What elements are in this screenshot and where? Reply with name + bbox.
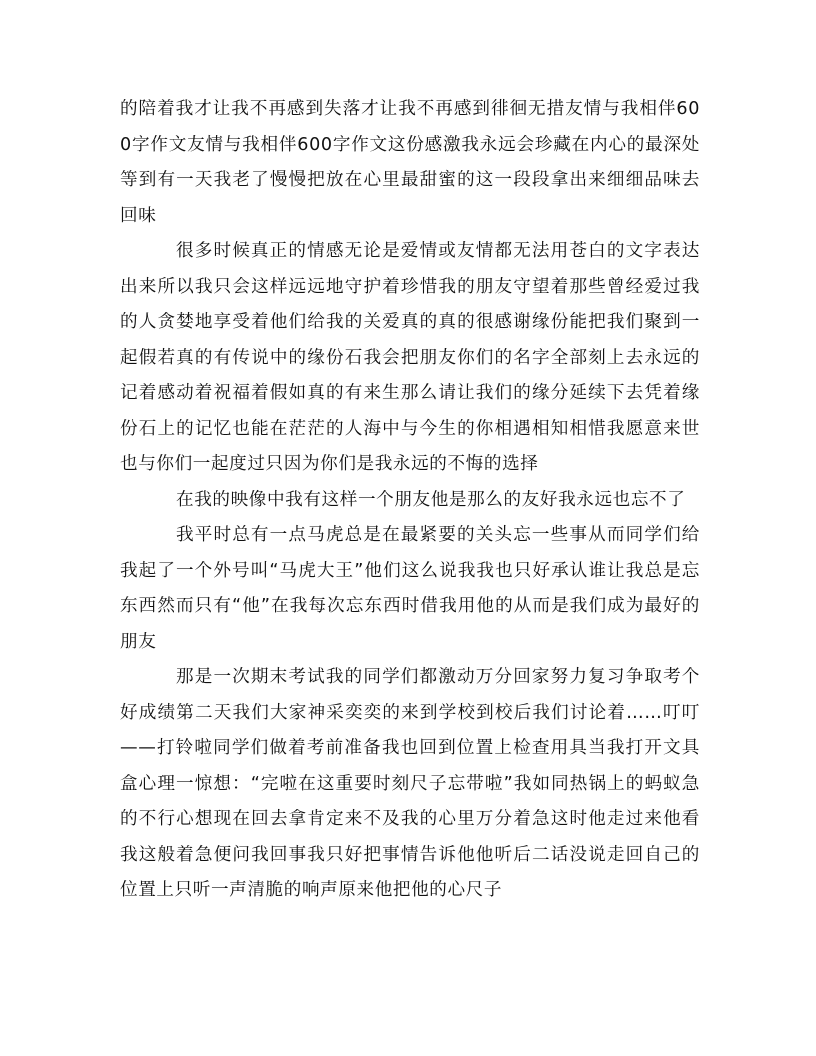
paragraph-feelings: 很多时候真正的情感无论是爱情或友情都无法用苍白的文字表达出来所以我只会这样远远地守护着珍惜我的朋友守望着那些曾经爱过我的人贪婪地享受着他们给我的关爱真的真的很感谢缘份能把我们聚到一起假若真的有传说中的缘份石我会把朋友你们的名字全部刻上去永远的记着感动着祝福着假如真的有来生那么请让我们的缘分延续下去凭着缘份石上的记忆也能在茫茫的人海中与今生的你相遇相知相惜我愿意来世也与你们一起度过只因为你们是我永远的不悔的选择 xyxy=(120,241,700,474)
paragraph-exam-story: 那是一次期末考试我的同学们都激动万分回家努力复习争取考个好成绩第二天我们大家神采奕奕的来到学校到校后我们讨论着……叮叮——打铃啦同学们做着考前准备我也回到位置上检查用具当我打开文具盒心理一惊想：“完啦在这重要时刻尺子忘带啦”我如同热锅上的蚂蚁急的不行心想现在回去拿肯定来不及我的心里万分着急这时他走过来他看我这般着急便问我回事我只好把事情告诉他他听后二话没说走回自己的位置上只听一声清脆的响声原来他把他的心尺子 xyxy=(120,667,700,900)
paragraph-friend-intro: 在我的映像中我有这样一个朋友他是那么的友好我永远也忘不了 xyxy=(176,489,686,510)
paragraph-careless-nickname: 我平时总有一点马虎总是在最紧要的关头忘一些事从而同学们给我起了一个外号叫“马虎大王”他们这么说我我也只好承认谁让我总是忘东西然而只有“他”在我每次忘东西时借我用他的从而是我们成为最好的朋友 xyxy=(120,525,700,652)
document-body xyxy=(120,92,700,909)
paragraph-continuation: 的陪着我才让我不再感到失落才让我不再感到徘徊无措友情与我相伴600字作文友情与我相伴600字作文这份感激我永远会珍藏在内心的最深处等到有一天我老了慢慢把放在心里最甜蜜的这一段段拿出来细细品味去回味 xyxy=(120,99,700,226)
